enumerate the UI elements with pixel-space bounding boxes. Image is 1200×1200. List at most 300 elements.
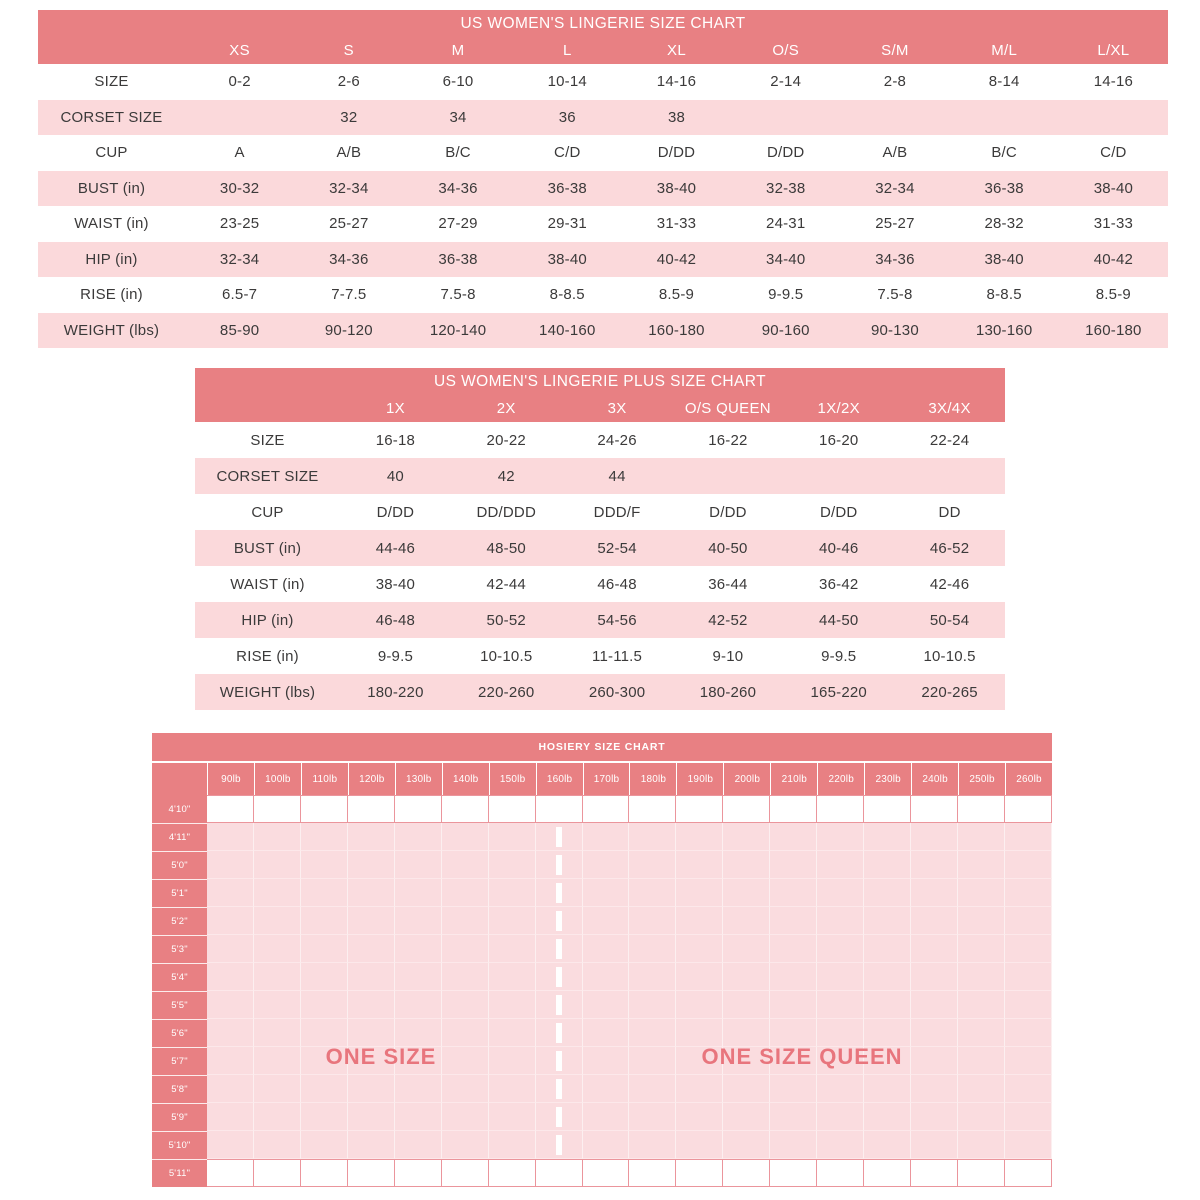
hosiery-cell: [676, 1103, 723, 1131]
column-header: M/L: [991, 42, 1018, 59]
hosiery-cell: [442, 879, 489, 907]
hosiery-cell: [254, 1131, 301, 1159]
row-label: RISE (in): [80, 286, 143, 304]
hosiery-cell: [958, 907, 1005, 935]
hosiery-cell: [1005, 823, 1052, 851]
hosiery-cell: [817, 1159, 864, 1187]
hosiery-cell: [395, 795, 442, 823]
table-cell: 130-160: [975, 321, 1033, 339]
height-row-label: 5'1": [152, 879, 207, 907]
hosiery-cell: [629, 935, 676, 963]
hosiery-cell: [583, 1075, 630, 1103]
table-cell: 46-52: [929, 539, 970, 557]
table-row: [195, 566, 1005, 602]
hosiery-cell: [723, 907, 770, 935]
hosiery-cell: [395, 1131, 442, 1159]
hosiery-cell: [723, 1103, 770, 1131]
table-cell: 14-16: [656, 73, 697, 91]
lingerie-plus-size-chart-rows: [195, 422, 1005, 710]
hosiery-cell: [489, 1103, 536, 1131]
hosiery-cell: [489, 1131, 536, 1159]
height-row-label: 4'10": [152, 795, 207, 823]
hosiery-row: [152, 879, 1052, 907]
hosiery-cell: [395, 935, 442, 963]
hosiery-cell: [770, 851, 817, 879]
hosiery-cell: [911, 795, 958, 823]
table-cell: 0-2: [228, 73, 251, 91]
hosiery-cell: [395, 907, 442, 935]
table-cell: 90-130: [870, 321, 919, 339]
height-row-label: 5'8": [152, 1075, 207, 1103]
hosiery-cell: [723, 1075, 770, 1103]
hosiery-cell: [817, 823, 864, 851]
hosiery-cell: [442, 1103, 489, 1131]
column-header: 3X/4X: [928, 400, 971, 417]
table-cell: 165-220: [810, 683, 867, 701]
hosiery-cell: [301, 795, 348, 823]
hosiery-row: [152, 907, 1052, 935]
hosiery-cell: [207, 963, 254, 991]
hosiery-cell: [629, 1047, 676, 1075]
table-cell: 24-26: [597, 431, 637, 449]
hosiery-cell: [770, 823, 817, 851]
table-cell: 40-42: [1093, 250, 1134, 268]
hosiery-cell: [723, 823, 770, 851]
height-row-label: 5'7": [152, 1047, 207, 1075]
hosiery-cell: [395, 1075, 442, 1103]
row-label: CORSET SIZE: [216, 467, 319, 485]
hosiery-cell: [489, 935, 536, 963]
hosiery-cell: [864, 1131, 911, 1159]
hosiery-cell: [254, 823, 301, 851]
column-header: 1X/2X: [817, 400, 860, 417]
table-cell: 32-34: [219, 250, 260, 268]
hosiery-cell: [817, 991, 864, 1019]
hosiery-cell: [676, 935, 723, 963]
column-header: S: [343, 42, 354, 59]
height-row-label: 4'11": [152, 823, 207, 851]
table-cell: DD: [938, 503, 961, 521]
hosiery-cell: [442, 823, 489, 851]
hosiery-cell: [442, 991, 489, 1019]
hosiery-cell: [629, 907, 676, 935]
hosiery-cell: [1005, 1019, 1052, 1047]
hosiery-row: [152, 1131, 1052, 1159]
hosiery-row: [152, 1075, 1052, 1103]
hosiery-cell: [676, 795, 723, 823]
hosiery-cell: [911, 1159, 958, 1187]
hosiery-cell: [395, 879, 442, 907]
weight-column-header: 110lb: [301, 763, 348, 795]
hosiery-cell: [489, 1019, 536, 1047]
hosiery-cell: [583, 963, 630, 991]
table-row: [38, 313, 1168, 349]
table-cell: 160-180: [648, 321, 705, 339]
height-row-label: 5'4": [152, 963, 207, 991]
hosiery-cell: [958, 1075, 1005, 1103]
table-cell: 54-56: [597, 611, 637, 629]
hosiery-row: [152, 963, 1052, 991]
table-cell: 10-10.5: [923, 647, 976, 665]
hosiery-cell: [583, 851, 630, 879]
row-label: BUST (in): [233, 539, 302, 557]
hosiery-cell: [723, 963, 770, 991]
table-row: [38, 171, 1168, 207]
hosiery-cell: [583, 879, 630, 907]
one-size-zone-label: ONE SIZE: [325, 1044, 437, 1069]
table-cell: 36-42: [819, 575, 859, 593]
hosiery-cell: [629, 1019, 676, 1047]
table-cell: 36-44: [708, 575, 748, 593]
hosiery-cell: [958, 1131, 1005, 1159]
weight-column-header: 120lb: [348, 763, 395, 795]
hosiery-cell: [770, 991, 817, 1019]
hosiery-size-chart: [152, 733, 1052, 1187]
hosiery-cell: [911, 1047, 958, 1075]
table-cell: 38-40: [656, 179, 697, 197]
hosiery-cell: [676, 991, 723, 1019]
hosiery-cell: [489, 963, 536, 991]
hosiery-cell: [395, 963, 442, 991]
hosiery-cell: [254, 1103, 301, 1131]
hosiery-cell: [1005, 1159, 1052, 1187]
hosiery-cell: [911, 963, 958, 991]
hosiery-cell: [489, 823, 536, 851]
hosiery-cell: [676, 851, 723, 879]
hosiery-cell: [301, 1075, 348, 1103]
hosiery-cell: [301, 1159, 348, 1187]
hosiery-cell: [817, 1019, 864, 1047]
table-cell: 16-18: [375, 431, 416, 449]
lingerie-plus-size-chart-header: [195, 368, 1005, 422]
row-label: WEIGHT (lbs): [219, 683, 316, 701]
weight-column-header: 220lb: [817, 763, 864, 795]
table-cell: 6-10: [442, 73, 474, 91]
table-cell: 11-11.5: [592, 647, 643, 665]
hosiery-row: [152, 795, 1052, 823]
hosiery-cell: [301, 1103, 348, 1131]
table-cell: 40-50: [708, 539, 748, 557]
hosiery-cell: [723, 851, 770, 879]
hosiery-cell: [395, 1103, 442, 1131]
hosiery-cell: [207, 1131, 254, 1159]
weight-column-header: 150lb: [489, 763, 536, 795]
row-label: CUP: [251, 503, 284, 521]
weight-column-header: 130lb: [395, 763, 442, 795]
table-cell: 220-260: [478, 683, 535, 701]
hosiery-cell: [207, 1019, 254, 1047]
hosiery-cell: [1005, 1131, 1052, 1159]
table-cell: 42-52: [708, 611, 748, 629]
hosiery-cell: [489, 1047, 536, 1075]
hosiery-cell: [395, 991, 442, 1019]
hosiery-cell: [442, 795, 489, 823]
column-header: 2X: [496, 400, 516, 417]
hosiery-cell: [770, 795, 817, 823]
hosiery-cell: [442, 963, 489, 991]
table-row: [38, 135, 1168, 171]
hosiery-cell: [254, 963, 301, 991]
hosiery-cell: [207, 935, 254, 963]
table-cell: 10-14: [547, 73, 587, 91]
table-cell: 36-38: [547, 179, 587, 197]
hosiery-cell: [817, 879, 864, 907]
hosiery-cell: [348, 1131, 395, 1159]
hosiery-cell: [207, 1075, 254, 1103]
table-cell: 40-46: [819, 539, 859, 557]
hosiery-cell: [958, 963, 1005, 991]
column-header: O/S: [772, 42, 800, 59]
hosiery-cell: [301, 935, 348, 963]
table-cell: 7-7.5: [331, 286, 367, 304]
table-cell: 8-8.5: [549, 286, 585, 304]
hosiery-cell: [629, 963, 676, 991]
hosiery-cell: [958, 1019, 1005, 1047]
table-cell: B/C: [991, 144, 1017, 162]
hosiery-cell: [348, 1075, 395, 1103]
table-cell: C/D: [554, 144, 581, 162]
table-cell: 220-265: [921, 683, 978, 701]
table-cell: 38-40: [1093, 179, 1134, 197]
hosiery-row: [152, 1159, 1052, 1187]
hosiery-cell: [254, 1159, 301, 1187]
hosiery-cell: [817, 1131, 864, 1159]
hosiery-cell: [958, 795, 1005, 823]
hosiery-cell: [442, 1131, 489, 1159]
hosiery-cell: [254, 851, 301, 879]
table-cell: 36-38: [984, 179, 1024, 197]
hosiery-cell: [1005, 991, 1052, 1019]
hosiery-cell: [348, 795, 395, 823]
hosiery-cell: [348, 963, 395, 991]
table-cell: 90-120: [324, 321, 373, 339]
weight-column-header: 250lb: [958, 763, 1005, 795]
hosiery-cell: [817, 907, 864, 935]
hosiery-cell: [489, 851, 536, 879]
hosiery-cell: [301, 851, 348, 879]
hosiery-cell: [864, 1159, 911, 1187]
weight-column-header: 170lb: [583, 763, 630, 795]
table-cell: 90-160: [761, 321, 810, 339]
hosiery-cell: [442, 907, 489, 935]
hosiery-cell: [770, 907, 817, 935]
weight-column-header: 190lb: [676, 763, 723, 795]
hosiery-cell: [207, 1159, 254, 1187]
table-cell: 7.5-8: [440, 286, 476, 304]
column-header: 3X: [607, 400, 627, 417]
hosiery-cell: [301, 963, 348, 991]
table-cell: 31-33: [1093, 215, 1134, 233]
hosiery-cell: [301, 823, 348, 851]
hosiery-cell: [348, 1103, 395, 1131]
lingerie-size-chart-column-headers: [38, 37, 1168, 64]
table-row: [38, 100, 1168, 136]
hosiery-cell: [958, 1047, 1005, 1075]
hosiery-cell: [864, 823, 911, 851]
table-row: [195, 530, 1005, 566]
hosiery-cell: [864, 935, 911, 963]
table-cell: D/DD: [766, 144, 805, 162]
hosiery-cell: [958, 935, 1005, 963]
table-cell: 32-34: [875, 179, 915, 197]
hosiery-cell: [911, 907, 958, 935]
table-cell: 8-8.5: [986, 286, 1022, 304]
lingerie-plus-size-chart: [195, 368, 1005, 710]
table-cell: 20-22: [486, 431, 526, 449]
hosiery-row: [152, 1047, 1052, 1075]
hosiery-cell: [395, 851, 442, 879]
hosiery-cell: [583, 991, 630, 1019]
row-label: SIZE: [94, 73, 129, 91]
hosiery-cell: [536, 795, 583, 823]
hosiery-cell: [583, 1131, 630, 1159]
table-cell: 48-50: [486, 539, 526, 557]
row-label: CORSET SIZE: [60, 108, 163, 126]
table-row: [38, 64, 1168, 100]
height-row-label: 5'3": [152, 935, 207, 963]
table-cell: A/B: [336, 144, 362, 162]
hosiery-cell: [583, 1047, 630, 1075]
hosiery-cell: [583, 935, 630, 963]
hosiery-cell: [770, 1075, 817, 1103]
table-cell: 160-180: [1085, 321, 1142, 339]
lingerie-plus-size-chart-column-headers: [195, 395, 1005, 422]
table-cell: 27-29: [438, 215, 478, 233]
hosiery-cell: [864, 795, 911, 823]
hosiery-cell: [1005, 1047, 1052, 1075]
one-size-queen-divider-dashed-line: [556, 823, 562, 1159]
table-cell: 8.5-9: [1095, 286, 1131, 304]
hosiery-cell: [629, 795, 676, 823]
hosiery-cell: [442, 935, 489, 963]
weight-column-header: 100lb: [254, 763, 301, 795]
table-cell: 24-31: [766, 215, 806, 233]
hosiery-cell: [348, 935, 395, 963]
table-cell: B/C: [445, 144, 471, 162]
weight-column-header: 200lb: [723, 763, 770, 795]
hosiery-cell: [770, 1159, 817, 1187]
hosiery-cell: [301, 1019, 348, 1047]
height-row-label: 5'2": [152, 907, 207, 935]
table-cell: C/D: [1100, 144, 1127, 162]
hosiery-cell: [723, 1019, 770, 1047]
lingerie-size-chart-rows: [38, 64, 1168, 348]
hosiery-cell: [1005, 851, 1052, 879]
table-row: [195, 422, 1005, 458]
hosiery-grid: [152, 795, 1052, 1187]
hosiery-cell: [207, 1103, 254, 1131]
table-row: [195, 458, 1005, 494]
hosiery-cell: [489, 879, 536, 907]
table-cell: 180-220: [367, 683, 424, 701]
table-cell: 22-24: [929, 431, 970, 449]
column-header: L: [562, 42, 572, 59]
hosiery-cell: [583, 907, 630, 935]
hosiery-cell: [1005, 935, 1052, 963]
table-cell: 38-40: [984, 250, 1024, 268]
hosiery-cell: [348, 1019, 395, 1047]
hosiery-cell: [864, 879, 911, 907]
column-header: L/XL: [1097, 42, 1130, 59]
hosiery-cell: [911, 935, 958, 963]
hosiery-cell: [1005, 1103, 1052, 1131]
table-cell: DD/DDD: [476, 503, 536, 521]
hosiery-cell: [207, 879, 254, 907]
row-label: WAIST (in): [74, 215, 149, 233]
hosiery-cell: [676, 963, 723, 991]
hosiery-cell: [442, 1159, 489, 1187]
hosiery-cell: [442, 1075, 489, 1103]
table-row: [195, 674, 1005, 710]
height-row-label: 5'0": [152, 851, 207, 879]
row-label: BUST (in): [77, 179, 146, 197]
table-cell: 50-54: [929, 611, 970, 629]
column-header: S/M: [881, 42, 909, 59]
table-cell: 260-300: [588, 683, 646, 701]
hosiery-row: [152, 851, 1052, 879]
hosiery-cell: [817, 1075, 864, 1103]
hosiery-cell: [864, 851, 911, 879]
hosiery-cell: [629, 1075, 676, 1103]
weight-column-header: 230lb: [864, 763, 911, 795]
table-row: [38, 242, 1168, 278]
hosiery-cell: [723, 795, 770, 823]
height-row-label: 5'9": [152, 1103, 207, 1131]
hosiery-cell: [583, 1159, 630, 1187]
hosiery-row: [152, 1019, 1052, 1047]
lingerie-size-chart: [38, 10, 1168, 348]
hosiery-cell: [770, 963, 817, 991]
table-cell: 85-90: [219, 321, 260, 339]
row-label: SIZE: [250, 431, 285, 449]
hosiery-size-chart-title: HOSIERY SIZE CHART: [152, 733, 1052, 763]
hosiery-cell: [1005, 963, 1052, 991]
table-cell: 180-260: [699, 683, 757, 701]
table-cell: 31-33: [656, 215, 697, 233]
table-cell: 25-27: [329, 215, 369, 233]
weight-column-header: 160lb: [536, 763, 583, 795]
weight-column-header: 210lb: [770, 763, 817, 795]
table-cell: 29-31: [547, 215, 587, 233]
hosiery-cell: [958, 991, 1005, 1019]
hosiery-cell: [911, 851, 958, 879]
hosiery-cell: [723, 1131, 770, 1159]
hosiery-cell: [958, 1159, 1005, 1187]
row-label: RISE (in): [236, 647, 299, 665]
table-cell: 42-44: [486, 575, 526, 593]
table-cell: 120-140: [429, 321, 487, 339]
table-cell: 30-32: [219, 179, 260, 197]
row-label: WAIST (in): [230, 575, 305, 593]
hosiery-cell: [676, 1131, 723, 1159]
hosiery-weight-column-headers: [152, 763, 1052, 795]
height-row-label: 5'5": [152, 991, 207, 1019]
hosiery-cell: [1005, 1075, 1052, 1103]
hosiery-cell: [489, 1159, 536, 1187]
column-header: XL: [667, 42, 686, 59]
table-cell: 40: [386, 467, 404, 485]
table-cell: D/DD: [709, 503, 747, 521]
table-cell: 46-48: [375, 611, 416, 629]
weight-column-header: 240lb: [911, 763, 958, 795]
hosiery-cell: [676, 1159, 723, 1187]
table-cell: 44: [608, 467, 626, 485]
hosiery-cell: [911, 823, 958, 851]
hosiery-cell: [958, 879, 1005, 907]
hosiery-cell: [254, 1075, 301, 1103]
hosiery-cell: [583, 823, 630, 851]
hosiery-cell: [442, 1019, 489, 1047]
